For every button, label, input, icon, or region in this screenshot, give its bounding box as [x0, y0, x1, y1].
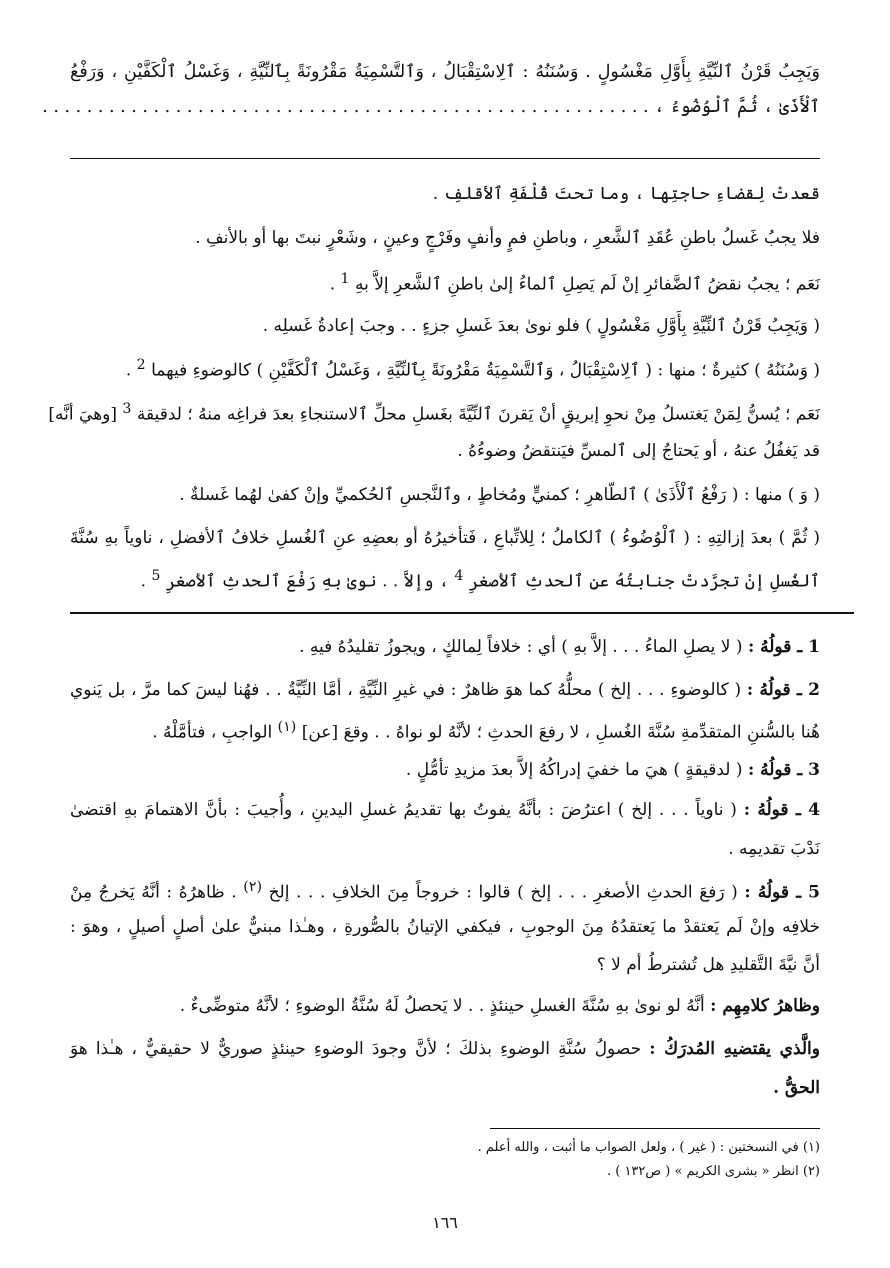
note-1 — [70, 637, 820, 657]
commentary-text: فلا يجبُ غَسلُ باطنِ عُقَدِ ٱلشَّعرِ ، وباطنِ فمٍ وأنفٍ وفَرْجٍ وعينٍ ، وشَعْرٍ نبتَ بها أو بالأنفِ . — [195, 228, 820, 248]
commentary-text: ( وَ ) منها : ( رَفْعُ ٱلْأَذَىٰ ) ٱلطّاهرِ ؛ كمنيٍّ ومُخاطٍ ، وٱلنَّجسِ ٱلحُكميِّ وإنْ كفىٰ لهُما غَسلةٌ . — [179, 485, 820, 505]
commentary-text: ( وَيَجِبُ قَرْنُ ٱلنِّيَّةِ بِأَوَّلِ مَغْسُولٍ ) فلو نوىٰ بعدَ غَسلِ جزءٍ . . وجبَ إعادةُ غَسلِه . — [262, 316, 820, 336]
note-text: ( رَفعَ الحدثِ الأصغرِ . . . إلخ ) قالوا : خروجاً مِنَ الخلافِ . . . إلخ — [268, 882, 738, 903]
commentary-text: . — [329, 274, 336, 295]
footnote-2 — [70, 1164, 820, 1179]
notes-divider — [70, 612, 854, 614]
note-label: 5 ـ قولُهُ : — [744, 882, 820, 903]
note-ref: 2 — [136, 357, 146, 373]
note-text: حصولُ سُنَّةِ الوضوءِ بذلكَ ؛ لأنَّ وجودَ الوضوءِ حينئذٍ صوريٌّ لا حقيقيٌّ ، هـٰذا هوَ — [70, 1039, 642, 1059]
matn-text: وَيَجِبُ قَرْنُ ٱلنِّيَّةِ بِأَوَّلِ مَغْسُولٍ . وَسُنَنُهُ : ٱلِاسْتِقْبَالُ ، وَٱلتَّسْمِيَةُ مَقْرُونَةً بِٱلنِّيَّةِ ، وَغَسْلُ ٱلْكَفَّيْنِ ، وَرَفْعُ — [70, 62, 820, 82]
commentary-text: نَعَم ؛ يجبُ نقضُ ٱلضَّفائرِ إنْ لَم يَصِلِ ٱلماءُ إلىٰ باطنِ ٱلشَّعرِ إلاَّ بهِ — [354, 274, 820, 295]
commentary-text: . — [140, 571, 147, 592]
note-3 — [70, 760, 820, 780]
note-2-cont — [70, 719, 820, 743]
commentary-text: نَعَم ؛ يُسنُّ لِمَنْ يَغتسلُ مِنْ نحوِ إبريقٍ أنْ يَقرنَ ٱلنِّيَّةَ بغَسلِ محلِّ ٱلاستنجاءِ بعدَ فراغِه منهُ ؛ لدقيقة — [136, 404, 820, 425]
note-4 — [70, 800, 820, 820]
commentary-text: [وهيَ أنَّه] — [48, 404, 118, 425]
footnote-text: (٢) انظر « بشرى الكريم » ( ص١٣٢ ) . — [606, 1164, 820, 1179]
note-text: هُنا بالسُّننِ المتقدِّمةِ سُنَّةَ الغُسلِ ، لا رفعَ الحدثِ ؛ لأنَّهُ لو نواهُ . . وقعَ [عن] — [301, 722, 820, 743]
commentary-text: ( ثُمَّ ) بعدَ إزالتِهِ : ( ٱلْوُضُوءُ ) ٱلكاملُ ؛ لِلاتِّباعِ ، فَتأخيرُهُ أو بعضِهِ عنِ ٱلغُسلِ خلافُ ٱلأفضلِ ، ناوياً بهِ سُنَّةَ — [70, 528, 820, 548]
matn-text: ٱلْأَذَىٰ ، ثُمَّ ٱلْوُضُوءُ ، — [654, 97, 820, 117]
note-text: الواجبِ ، فتأمَّلْهُ . — [152, 722, 273, 743]
footnote-text: (١) في النسختين : ( غير ) ، ولعل الصواب ما أثبت ، والله أعلم . — [477, 1140, 820, 1155]
note-label: 3 ـ قولُهُ : — [747, 760, 820, 780]
note-label: 2 ـ قولُهُ : — [746, 680, 820, 700]
note-text: ( كالوضوءِ . . . إلخ ) محلُّهُ كما هوَ ظاهرٌ : في غيرِ النِّيَّةِ ، أمَّا النِّيَّةُ . . فهُنا ليسَ كما مرَّ ، بل يَنوي — [70, 680, 742, 700]
note-4-cont — [70, 839, 820, 859]
note-text: ( لدقيقةٍ ) هيَ ما خفيَ إدراكُهُ إلاَّ بعدَ مزيدِ تأمُّلٍ . — [405, 760, 743, 780]
commentary-text: . — [125, 360, 132, 381]
footnote-1 — [70, 1140, 820, 1155]
note-text: أنَّ نيَّةَ التَّقليدِ هل تُشترطُ أم لا ؟ — [596, 955, 820, 975]
footnote-ref: (٢) — [243, 879, 262, 895]
matn-dots: . . . . . . . . . . . . . . . . . . . . . . . . . . . . . . . . . . . . . . . . . . . . . . . . . . . . . . . — [42, 97, 649, 117]
matn-line-2 — [42, 97, 820, 117]
note-label: 1 ـ قولُهُ : — [747, 637, 820, 657]
note-7 — [70, 1039, 820, 1059]
note-text: أنَّهُ لو نوىٰ بهِ سُنَّةَ الغسلِ حينئذٍ . . لا يَحصلُ لَهُ سُنَّةُ الوضوءِ ؛ لأنَّهُ متوضِّىءٌ . — [179, 996, 705, 1016]
note-text: الحقُّ . — [773, 1078, 820, 1098]
commentary-line — [70, 357, 820, 381]
commentary-line — [70, 484, 820, 505]
commentary-text: قعدتْ لِقضاءِ حاجتِها ، وما تحتَ قُلْفَةِ ٱلأقلفِ . — [432, 184, 820, 204]
footnote-ref: (١) — [277, 719, 297, 735]
commentary-line — [48, 401, 820, 425]
commentary-line — [70, 568, 820, 592]
commentary-line — [70, 271, 820, 295]
note-7-cont — [70, 1078, 820, 1098]
matn-line-1 — [70, 62, 820, 82]
footnote-divider — [490, 1128, 820, 1129]
note-text: ( لا يصلِ الماءُ . . . إلاَّ بهِ ) أي : خلافاً لِمالكٍ ، ويجوزُ تقليدُهُ فيهِ . — [299, 637, 743, 657]
note-ref: 4 — [454, 568, 464, 584]
commentary-text: ٱلغُسلِ إنْ تجرَّدتْ جنابتُهُ عنِ ٱلحدثِ ٱلأصغرِ — [468, 571, 820, 592]
note-5 — [70, 879, 820, 903]
note-label: والَّذي يقتضيهِ المُدرَكُ : — [649, 1039, 820, 1059]
note-text: . ظاهرُهُ : أنَّهُ يَخرجُ مِنْ — [70, 882, 237, 903]
note-5-cont — [70, 955, 820, 975]
commentary-line — [70, 440, 820, 461]
note-text: ( ناوياً . . . إلخ ) اعترُضَ : بأنَّهُ يفوتُ بها تقديمُ غسلِ اليدينِ ، وأُجيبَ : بأنَّ الاهتمامَ بهِ اقتضىٰ — [70, 800, 737, 820]
note-2 — [70, 680, 820, 700]
commentary-line — [70, 527, 820, 548]
commentary-text: ، وإلاَّ . . نوىٰ بهِ رَفْعَ ٱلحدثِ ٱلأصغرِ — [165, 571, 449, 592]
note-ref: 1 — [340, 271, 350, 287]
note-5-cont — [70, 917, 820, 937]
commentary-text: ( وَسُنَنُهُ ) كثيرةٌ ؛ منها : ( ٱلِاسْتِقْبَالُ ، وَٱلتَّسْمِيَةُ مَقْرُونَةً بِٱلنِّيَّةِ ، وَغَسْلُ ٱلْكَفَّيْنِ ) كالوضوءِ فيهما — [151, 360, 820, 381]
commentary-text: قد يَغفُلُ عنهُ ، أو يَحتاجُ إلى ٱلمسِّ فيَنتقضُ وضوءُهُ . — [457, 441, 820, 461]
note-label: وظاهرُ كلامِهِم : — [710, 996, 820, 1016]
matn-divider — [70, 158, 820, 159]
page-number: ١٦٦ — [432, 1213, 458, 1232]
commentary-line — [70, 227, 820, 248]
note-text: نَدْبَ تقديمِه . — [728, 839, 820, 859]
note-ref: 5 — [151, 568, 161, 584]
note-6 — [70, 996, 820, 1016]
commentary-line — [70, 315, 820, 336]
note-text: خلافِه وإنْ لَم يَعتقدْ ما يَعتقدُهُ مِنَ الوجوبِ ، فيكفي الإتيانُ بالصُّورةِ ، وهـٰذا مبنيٌّ علىٰ أصلٍ أصيلٍ ، وهوَ : — [70, 917, 820, 937]
commentary-line — [70, 183, 820, 204]
note-ref: 3 — [122, 401, 132, 417]
note-label: 4 ـ قولُهُ : — [743, 800, 821, 820]
